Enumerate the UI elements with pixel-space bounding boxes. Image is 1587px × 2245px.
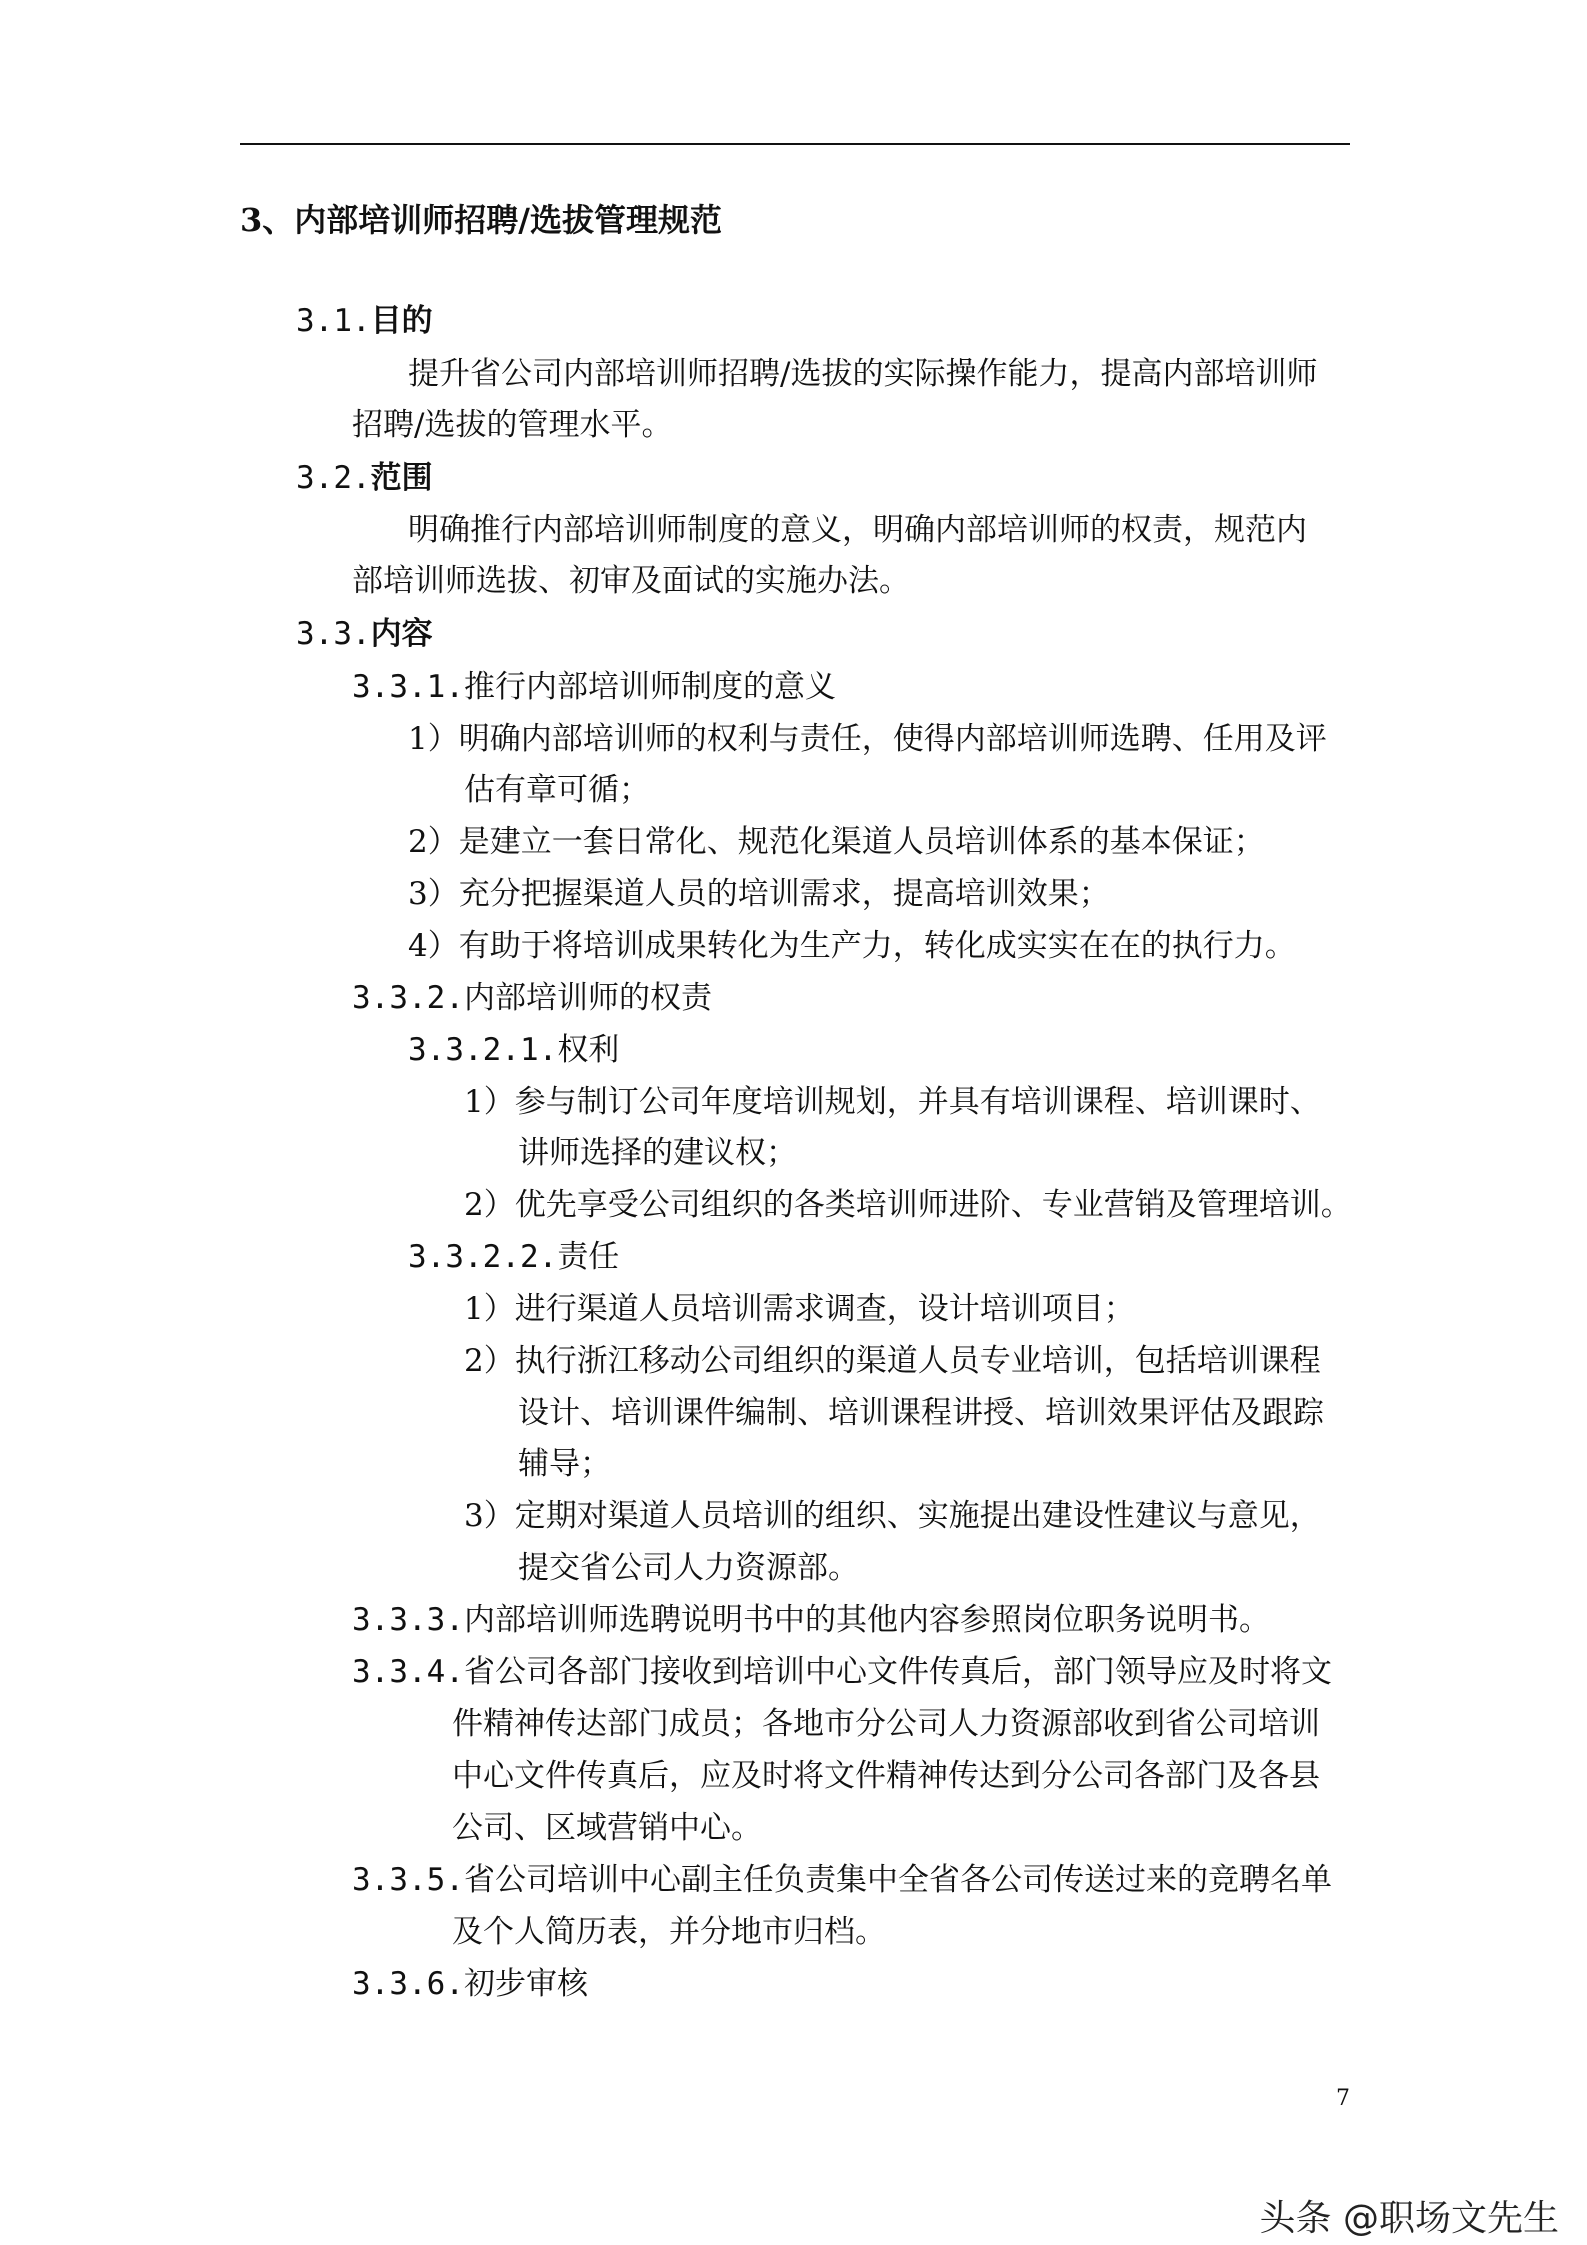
header-rule	[240, 143, 1350, 145]
list-item: 2）执行浙江移动公司组织的渠道人员专业培训，包括培训课程	[464, 1343, 1321, 1379]
heading-3-1: 3.1.目的	[296, 303, 433, 339]
list-item: 2）优先享受公司组织的各类培训师进阶、专业营销及管理培训。	[464, 1187, 1352, 1223]
list-item: 1）明确内部培训师的权利与责任，使得内部培训师选聘、任用及评	[408, 721, 1327, 757]
list-item: 4）有助于将培训成果转化为生产力，转化成实实在在的执行力。	[408, 928, 1296, 964]
list-item: 1）进行渠道人员培训需求调查，设计培训项目；	[464, 1291, 1135, 1327]
list-item: 辅导；	[518, 1446, 611, 1482]
list-item: 2）是建立一套日常化、规范化渠道人员培训体系的基本保证；	[408, 824, 1265, 860]
list-item: 设计、培训课件编制、培训课程讲授、培训效果评估及跟踪	[518, 1395, 1324, 1431]
heading-3-3-2-2: 3.3.2.2.责任	[408, 1239, 620, 1275]
heading-3-3-6: 3.3.6.初步审核	[352, 1966, 588, 2002]
list-item: 3）定期对渠道人员培训的组织、实施提出建设性建议与意见，	[464, 1498, 1321, 1534]
paragraph: 部培训师选拔、初审及面试的实施办法。	[352, 563, 910, 599]
heading-3-3-5: 3.3.5.省公司培训中心副主任负责集中全省各公司传送过来的竞聘名单	[352, 1862, 1332, 1898]
page-number: 7	[1336, 2086, 1350, 2111]
paragraph: 招聘/选拔的管理水平。	[352, 407, 673, 443]
paragraph: 及个人简历表，并分地市归档。	[452, 1914, 886, 1950]
paragraph: 件精神传达部门成员；各地市分公司人力资源部收到省公司培训	[452, 1706, 1320, 1742]
paragraph: 中心文件传真后，应及时将文件精神传达到分公司各部门及各县	[452, 1758, 1320, 1794]
heading-3-3-2-1: 3.3.2.1.权利	[408, 1032, 620, 1068]
list-item: 讲师选择的建议权；	[518, 1135, 797, 1171]
paragraph: 公司、区域营销中心。	[452, 1810, 762, 1846]
list-item: 提交省公司人力资源部。	[518, 1550, 859, 1586]
heading-3-3: 3.3.内容	[296, 616, 433, 652]
list-item: 3）充分把握渠道人员的培训需求，提高培训效果；	[408, 876, 1110, 912]
paragraph: 明确推行内部培训师制度的意义，明确内部培训师的权责，规范内	[408, 512, 1307, 548]
list-item: 1）参与制订公司年度培训规划，并具有培训课程、培训课时、	[464, 1084, 1321, 1120]
watermark: 头条 @职场文先生	[1259, 2198, 1559, 2239]
heading-3-3-2: 3.3.2.内部培训师的权责	[352, 980, 712, 1016]
paragraph: 提升省公司内部培训师招聘/选拔的实际操作能力，提高内部培训师	[408, 356, 1318, 392]
heading-3-3-1: 3.3.1.推行内部培训师制度的意义	[352, 669, 836, 705]
heading-3-3-4: 3.3.4.省公司各部门接收到培训中心文件传真后，部门领导应及时将文	[352, 1654, 1332, 1690]
heading-3-2: 3.2.范围	[296, 460, 433, 496]
heading-3-3-3: 3.3.3.内部培训师选聘说明书中的其他内容参照岗位职务说明书。	[352, 1602, 1270, 1638]
list-item: 估有章可循；	[464, 772, 650, 808]
section-title: 3、内部培训师招聘/选拔管理规范	[240, 201, 722, 239]
